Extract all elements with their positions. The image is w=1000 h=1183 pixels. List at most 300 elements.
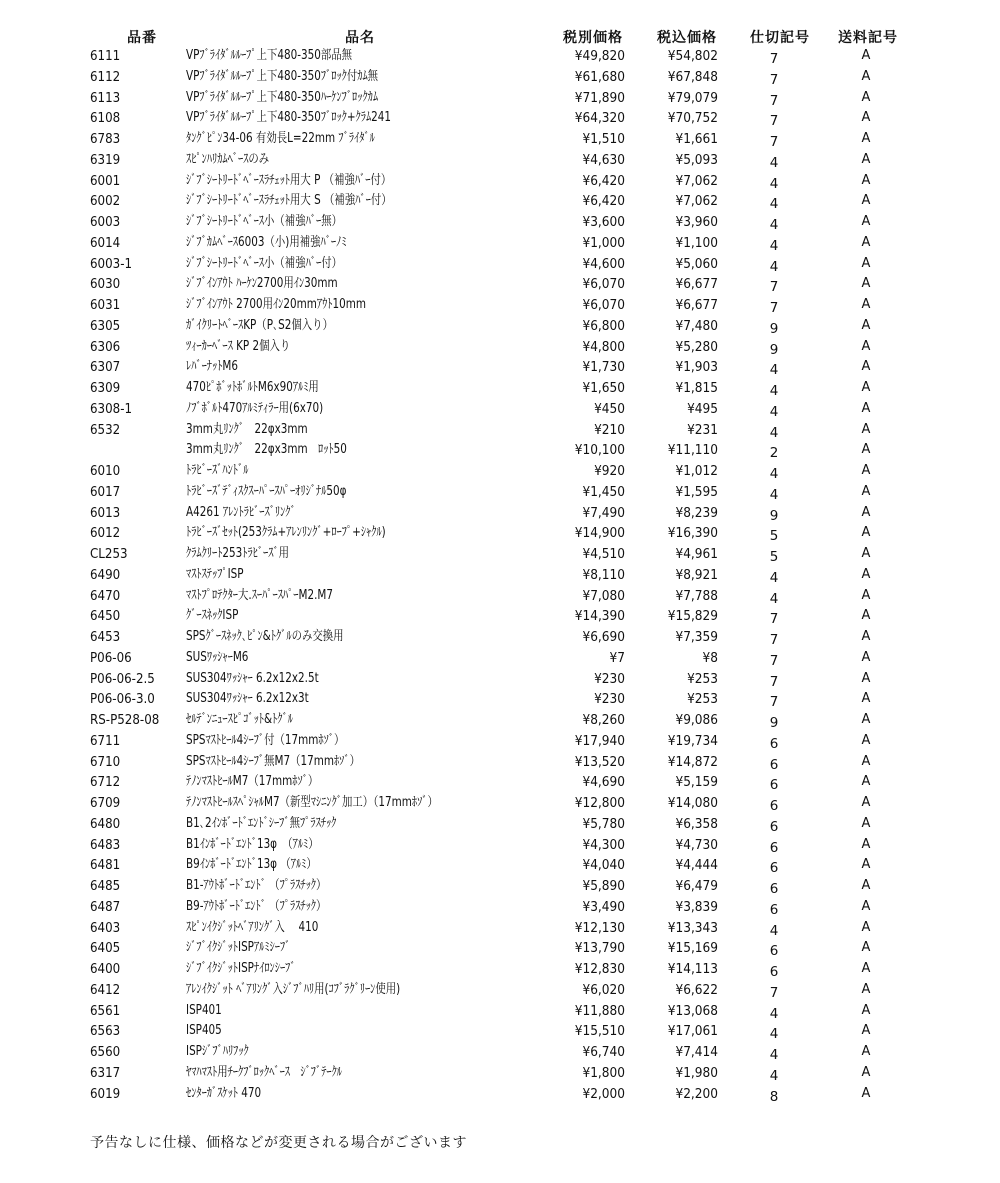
item-name: 470ﾋﾟﾎﾞｯﾄﾎﾞﾙﾄM6x90ｱﾙﾐ用 — [186, 380, 319, 395]
item-name: ｽﾋﾟﾝﾊﾘｶﾑﾍﾞｰｽのみ — [186, 151, 270, 167]
item-name: ｽﾋﾟﾝｲｸｼﾞｯﾄﾍﾞｱﾘﾝｸﾞ入 410 — [186, 919, 319, 935]
price-ex-tax: ¥13,790 — [574, 940, 625, 957]
price-ex-tax: ¥11,880 — [574, 1002, 625, 1019]
section-code: 7 — [769, 92, 779, 109]
section-code: 6 — [769, 756, 779, 773]
table-row — [0, 440, 1000, 461]
item-code: 6108 — [90, 110, 121, 127]
shipping-code: A — [861, 629, 871, 644]
shipping-code: A — [861, 172, 871, 188]
price-inc-tax: ¥79,079 — [667, 89, 718, 106]
item-name: 3mm丸ﾘﾝｸﾞ 22φx3mm ﾛｯﾄ50 — [186, 442, 347, 458]
table-row — [0, 150, 1000, 171]
shipping-code: A — [861, 857, 871, 873]
price-inc-tax: ¥19,734 — [667, 732, 718, 749]
table-row — [0, 731, 1000, 752]
table-row — [0, 88, 1000, 109]
table-row — [0, 378, 1000, 399]
price-inc-tax: ¥7,480 — [675, 317, 718, 334]
item-code: 6711 — [90, 732, 121, 749]
header-price-inc-tax: 税込価格 — [657, 30, 717, 46]
item-code: 6309 — [90, 380, 121, 396]
section-code: 4 — [769, 1047, 779, 1063]
price-inc-tax: ¥4,444 — [675, 857, 718, 874]
shipping-code: A — [861, 1023, 871, 1039]
price-ex-tax: ¥5,780 — [582, 815, 625, 832]
price-ex-tax: ¥6,420 — [582, 172, 625, 189]
table-row — [0, 420, 1000, 441]
price-inc-tax: ¥15,829 — [667, 608, 718, 625]
price-inc-tax: ¥4,730 — [675, 836, 718, 853]
price-ex-tax: ¥230 — [594, 670, 625, 687]
price-ex-tax: ¥4,510 — [582, 546, 625, 562]
price-inc-tax: ¥1,012 — [675, 463, 718, 479]
item-code: 6453 — [90, 629, 121, 645]
item-name: ISP405 — [186, 1023, 222, 1039]
item-name: ｱﾚﾝｲｸｼﾞｯﾄ ﾍﾞｱﾘﾝｸﾞ入ｼﾞﾌﾞﾊﾘ用(ｺﾌﾞﾗｸﾞﾘｰﾝ使用) — [186, 981, 401, 997]
section-code: 9 — [769, 715, 779, 731]
price-inc-tax: ¥495 — [687, 400, 718, 417]
table-row — [0, 814, 1000, 835]
price-inc-tax: ¥3,839 — [675, 898, 718, 915]
shipping-code: A — [861, 774, 871, 790]
item-code: 6487 — [90, 898, 121, 915]
shipping-code: A — [861, 670, 871, 686]
price-inc-tax: ¥7,062 — [675, 193, 718, 210]
price-inc-tax: ¥4,961 — [675, 546, 718, 562]
table-row — [0, 461, 1000, 482]
shipping-code: A — [861, 691, 871, 707]
shipping-code: A — [861, 463, 871, 478]
table-row — [0, 254, 1000, 275]
item-code: P06-06-3.0 — [90, 691, 155, 708]
shipping-code: A — [861, 712, 871, 727]
table-row — [0, 648, 1000, 669]
price-inc-tax: ¥5,093 — [675, 151, 718, 168]
price-ex-tax: ¥4,800 — [582, 338, 625, 355]
item-code: 6470 — [90, 587, 121, 604]
section-code: 4 — [769, 569, 779, 586]
shipping-code: A — [861, 961, 871, 976]
shipping-code: A — [861, 546, 871, 561]
table-row — [0, 689, 1000, 710]
section-code: 6 — [769, 777, 779, 794]
section-code: 6 — [769, 839, 779, 856]
section-code: 7 — [769, 279, 779, 296]
item-name: ISPｼﾞﾌﾞﾊﾘﾌｯｸ — [186, 1044, 249, 1059]
table-row — [0, 544, 1000, 565]
shipping-code: A — [861, 421, 871, 437]
price-ex-tax: ¥49,820 — [574, 48, 625, 64]
table-row — [0, 669, 1000, 690]
price-inc-tax: ¥9,086 — [675, 712, 718, 728]
table-row — [0, 1042, 1000, 1063]
item-name: SUSﾜｯｼｬｰM6 — [186, 649, 249, 665]
header-code: 品番 — [127, 30, 157, 46]
price-ex-tax: ¥10,100 — [574, 442, 625, 459]
shipping-code: A — [861, 131, 871, 146]
item-name: ｾﾙﾃﾞﾝﾆｭｰｽﾋﾟｺﾞｯﾄ&ﾄｸﾞﾙ — [186, 712, 293, 727]
table-row — [0, 337, 1000, 358]
section-code: 6 — [769, 860, 779, 877]
shipping-code: A — [861, 815, 871, 831]
shipping-code: A — [861, 442, 871, 458]
item-name: SUS304ﾜｯｼｬｰ 6.2x12x3t — [186, 691, 309, 707]
price-inc-tax: ¥70,752 — [667, 110, 718, 127]
item-code: 6490 — [90, 566, 121, 583]
section-code: 4 — [769, 258, 779, 275]
table-row — [0, 1021, 1000, 1042]
price-inc-tax: ¥1,980 — [675, 1064, 718, 1081]
table-row — [0, 295, 1000, 316]
table-row — [0, 274, 1000, 295]
item-name: ﾃﾉﾝﾏｽﾄﾋｰﾙｽﾍﾟｼｬﾙM7（新型ﾏｼﾆﾝｸﾞ加工）（17mmﾎｿﾞ） — [186, 795, 438, 810]
shipping-code: A — [861, 255, 871, 271]
table-row — [0, 503, 1000, 524]
section-code: 7 — [769, 652, 779, 669]
item-code: 6563 — [90, 1023, 121, 1040]
table-row — [0, 606, 1000, 627]
table-row — [0, 1001, 1000, 1022]
section-code: 4 — [769, 1005, 779, 1022]
item-code: 6560 — [90, 1044, 121, 1060]
shipping-code: A — [861, 1044, 871, 1059]
item-code: 6450 — [90, 608, 121, 625]
item-code: 6480 — [90, 815, 121, 832]
section-code: 7 — [769, 113, 779, 130]
section-code: 7 — [769, 694, 779, 711]
item-code: 6030 — [90, 276, 121, 293]
item-code: 6710 — [90, 753, 121, 770]
section-code: 6 — [769, 901, 779, 918]
price-ex-tax: ¥17,940 — [574, 732, 625, 749]
section-code: 9 — [769, 320, 779, 337]
item-name: ﾏｽﾄｽﾃｯﾌﾟISP — [186, 566, 244, 582]
shipping-code: A — [861, 400, 871, 416]
shipping-code: A — [861, 504, 871, 520]
table-row — [0, 212, 1000, 233]
item-name: ｶﾞｲｸﾘｰﾄﾍﾞｰｽKP（P､S2個入り） — [186, 317, 333, 333]
shipping-code: A — [861, 380, 871, 395]
table-row — [0, 918, 1000, 939]
price-ex-tax: ¥13,520 — [574, 753, 625, 770]
shipping-code: A — [861, 317, 871, 333]
price-inc-tax: ¥6,479 — [675, 878, 718, 894]
table-row — [0, 233, 1000, 254]
table-row — [0, 565, 1000, 586]
section-code: 4 — [769, 196, 779, 213]
item-code: 6014 — [90, 234, 121, 251]
item-code: 6307 — [90, 359, 121, 376]
item-code: 6305 — [90, 317, 121, 334]
section-code: 6 — [769, 881, 779, 897]
table-row — [0, 1063, 1000, 1084]
shipping-code: A — [861, 297, 871, 312]
section-code: 4 — [769, 922, 779, 939]
section-code: 9 — [769, 507, 779, 524]
item-name: ｼﾞﾌﾞｲﾝｱｳﾄ ﾊｰｹﾝ2700用ｲﾝ30mm — [186, 276, 338, 292]
section-code: 7 — [769, 984, 779, 1001]
item-code: 6002 — [90, 193, 121, 210]
table-row — [0, 191, 1000, 212]
table-row — [0, 586, 1000, 607]
item-code: 6010 — [90, 463, 121, 479]
section-code: 7 — [769, 134, 779, 150]
section-code: 9 — [769, 341, 779, 358]
price-inc-tax: ¥1,815 — [675, 380, 718, 396]
item-code: 6019 — [90, 1085, 121, 1102]
item-name: ﾃﾉﾝﾏｽﾄﾋｰﾙM7（17mmﾎｿﾞ） — [186, 774, 319, 790]
price-ex-tax: ¥7 — [609, 649, 625, 666]
item-code: 6709 — [90, 795, 121, 811]
item-name: ｼﾞﾌﾞｼｰﾄﾘｰﾄﾞﾍﾞｰｽ小（補強ﾊﾞｰ無） — [186, 214, 343, 229]
price-ex-tax: ¥3,490 — [582, 898, 625, 915]
price-ex-tax: ¥6,070 — [582, 297, 625, 313]
price-ex-tax: ¥7,490 — [582, 504, 625, 521]
price-ex-tax: ¥12,130 — [574, 919, 625, 936]
price-inc-tax: ¥1,100 — [675, 234, 718, 251]
section-code: 4 — [769, 383, 779, 399]
price-ex-tax: ¥12,830 — [574, 961, 625, 977]
price-ex-tax: ¥6,690 — [582, 629, 625, 645]
section-code: 7 — [769, 71, 779, 88]
item-name: SUS304ﾜｯｼｬｰ 6.2x12x2.5t — [186, 670, 319, 686]
section-code: 7 — [769, 673, 779, 690]
section-code: 5 — [769, 549, 779, 565]
item-code: 6308-1 — [90, 400, 133, 417]
item-name: ｸﾗﾑｸﾘｰﾄ253ﾄﾗﾋﾞｰｽﾞ用 — [186, 546, 290, 561]
price-inc-tax: ¥14,872 — [667, 753, 718, 770]
shipping-code: A — [861, 48, 871, 63]
shipping-code: A — [861, 898, 871, 914]
price-ex-tax: ¥1,000 — [582, 234, 625, 251]
item-name: ISP401 — [186, 1002, 222, 1018]
price-inc-tax: ¥1,595 — [675, 483, 718, 500]
price-ex-tax: ¥14,900 — [574, 525, 625, 542]
item-name: B1ｲﾝﾎﾞｰﾄﾞｴﾝﾄﾞ13φ （ｱﾙﾐ） — [186, 836, 319, 852]
item-name: ﾏｽﾄﾌﾟﾛﾃｸﾀｰ大.ｽｰﾊﾟｰｽﾊﾟｰM2.M7 — [186, 587, 333, 603]
section-code: 7 — [769, 300, 779, 316]
item-name: B9ｲﾝﾎﾞｰﾄﾞｴﾝﾄﾞ13φ （ｱﾙﾐ） — [186, 857, 317, 873]
item-code: 6017 — [90, 483, 121, 500]
item-name: B1､2ｲﾝﾎﾞｰﾄﾞｴﾝﾄﾞｼｰﾌﾞ無ﾌﾟﾗｽﾁｯｸ — [186, 815, 337, 831]
section-code: 4 — [769, 217, 779, 233]
shipping-code: A — [861, 276, 871, 292]
table-row — [0, 316, 1000, 337]
section-code: 7 — [769, 632, 779, 648]
price-ex-tax: ¥15,510 — [574, 1023, 625, 1040]
table-row — [0, 108, 1000, 129]
item-code: 6485 — [90, 878, 121, 894]
table-row — [0, 1084, 1000, 1105]
price-inc-tax: ¥54,802 — [667, 48, 718, 64]
item-code: 6783 — [90, 131, 121, 147]
table-row — [0, 959, 1000, 980]
price-ex-tax: ¥6,070 — [582, 276, 625, 293]
item-code: 6405 — [90, 940, 121, 957]
shipping-code: A — [861, 89, 871, 105]
price-inc-tax: ¥11,110 — [667, 442, 718, 459]
table-row — [0, 523, 1000, 544]
price-inc-tax: ¥1,661 — [675, 131, 718, 147]
item-name: ﾚﾊﾞｰﾅｯﾄM6 — [186, 359, 238, 375]
table-row — [0, 835, 1000, 856]
section-code: 4 — [769, 362, 779, 379]
item-code: 6001 — [90, 172, 121, 189]
price-ex-tax: ¥1,510 — [582, 131, 625, 147]
section-code: 6 — [769, 798, 779, 814]
price-ex-tax: ¥6,740 — [582, 1044, 625, 1060]
table-row — [0, 627, 1000, 648]
item-code: 6532 — [90, 421, 121, 438]
table-row — [0, 67, 1000, 88]
table-row — [0, 752, 1000, 773]
shipping-code: A — [861, 1002, 871, 1018]
section-code: 4 — [769, 154, 779, 171]
section-code: 6 — [769, 964, 779, 980]
price-inc-tax: ¥13,343 — [667, 919, 718, 936]
item-code: CL253 — [90, 546, 128, 562]
price-ex-tax: ¥3,600 — [582, 214, 625, 230]
table-row — [0, 897, 1000, 918]
shipping-code: A — [861, 649, 871, 665]
shipping-code: A — [861, 214, 871, 229]
price-ex-tax: ¥4,690 — [582, 774, 625, 791]
section-code: 7 — [769, 611, 779, 628]
item-code: 6003-1 — [90, 255, 133, 272]
price-inc-tax: ¥7,414 — [675, 1044, 718, 1060]
price-ex-tax: ¥1,450 — [582, 483, 625, 500]
price-inc-tax: ¥16,390 — [667, 525, 718, 542]
item-name: ﾄﾗﾋﾞｰｽﾞﾊﾝﾄﾞﾙ — [186, 463, 249, 478]
price-ex-tax: ¥920 — [594, 463, 625, 479]
price-ex-tax: ¥6,800 — [582, 317, 625, 334]
section-code: 4 — [769, 175, 779, 192]
price-ex-tax: ¥1,650 — [582, 380, 625, 396]
item-code: 6412 — [90, 981, 121, 998]
price-inc-tax: ¥8 — [702, 649, 718, 666]
item-code: 6483 — [90, 836, 121, 853]
shipping-code: A — [861, 753, 871, 769]
header-price-ex-tax: 税別価格 — [563, 30, 623, 46]
price-ex-tax: ¥12,800 — [574, 795, 625, 811]
table-row — [0, 171, 1000, 192]
price-inc-tax: ¥7,062 — [675, 172, 718, 189]
shipping-code: A — [861, 795, 871, 810]
price-inc-tax: ¥253 — [687, 670, 718, 687]
item-name: VPﾌﾞﾗｲﾀﾞﾙﾙｰﾌﾟ上下480-350部品無 — [186, 48, 353, 63]
section-code: 4 — [769, 466, 779, 482]
table-row — [0, 855, 1000, 876]
section-code: 4 — [769, 1026, 779, 1043]
section-code: 6 — [769, 943, 779, 960]
item-name: VPﾌﾞﾗｲﾀﾞﾙﾙｰﾌﾟ上下480-350ﾊｰｹﾝﾌﾞﾛｯｸｶﾑ — [186, 89, 379, 105]
price-ex-tax: ¥8,110 — [582, 566, 625, 583]
section-code: 4 — [769, 590, 779, 607]
item-name: ｼﾞﾌﾞｼｰﾄﾘｰﾄﾞﾍﾞｰｽﾗﾁｪｯﾄ用大 P （補強ﾊﾞｰ付） — [186, 172, 392, 188]
shipping-code: A — [861, 878, 871, 893]
item-name: ｼﾞﾌﾞｲｸｼﾞｯﾄISPｱﾙﾐｼｰﾌﾞ — [186, 940, 291, 956]
price-inc-tax: ¥7,788 — [675, 587, 718, 604]
price-inc-tax: ¥17,061 — [667, 1023, 718, 1040]
section-code: 4 — [769, 424, 779, 441]
price-inc-tax: ¥6,677 — [675, 297, 718, 313]
shipping-code: A — [861, 587, 871, 603]
item-name: ﾔﾏﾊﾏｽﾄ用ﾁｰｸﾌﾞﾛｯｸﾍﾞｰｽ ｼﾞﾌﾞﾃｰｸﾙ — [186, 1064, 343, 1080]
price-ex-tax: ¥8,260 — [582, 712, 625, 728]
item-name: ｼﾞﾌﾞｲｸｼﾞｯﾄISPﾅｲﾛﾝｼｰﾌﾞ — [186, 961, 296, 976]
shipping-code: A — [861, 193, 871, 209]
shipping-code: A — [861, 483, 871, 499]
section-code: 7 — [769, 51, 779, 67]
price-inc-tax: ¥67,848 — [667, 68, 718, 85]
table-row — [0, 357, 1000, 378]
shipping-code: A — [861, 1064, 871, 1080]
shipping-code: A — [861, 359, 871, 375]
item-name: ｼﾞﾌﾞｼｰﾄﾘｰﾄﾞﾍﾞｰｽ小（補強ﾊﾞｰ付） — [186, 255, 343, 271]
item-name: SPSﾏｽﾄﾋｰﾙ4ｼｰﾌﾞ付（17mmﾎｿﾞ） — [186, 732, 345, 748]
table-row — [0, 129, 1000, 150]
price-ex-tax: ¥1,800 — [582, 1064, 625, 1081]
item-code: P06-06-2.5 — [90, 670, 155, 687]
price-inc-tax: ¥8,921 — [675, 566, 718, 583]
price-inc-tax: ¥1,903 — [675, 359, 718, 376]
price-ex-tax: ¥7,080 — [582, 587, 625, 604]
price-ex-tax: ¥4,300 — [582, 836, 625, 853]
header-section-code: 仕切記号 — [750, 30, 810, 46]
item-code: 6561 — [90, 1002, 121, 1019]
header-shipping-code: 送料記号 — [838, 30, 898, 46]
price-ex-tax: ¥71,890 — [574, 89, 625, 106]
table-row — [0, 980, 1000, 1001]
item-code: 6400 — [90, 961, 121, 977]
section-code: 6 — [769, 818, 779, 835]
shipping-code: A — [861, 940, 871, 956]
price-inc-tax: ¥6,358 — [675, 815, 718, 832]
price-inc-tax: ¥6,622 — [675, 981, 718, 998]
item-code: 6306 — [90, 338, 121, 355]
table-row — [0, 710, 1000, 731]
item-name: ｼﾞﾌﾞｲﾝｱｳﾄ 2700用ｲﾝ20mmｱｳﾄ10mm — [186, 297, 366, 312]
item-name: ﾄﾗﾋﾞｰｽﾞｾｯﾄ(253ｸﾗﾑ+ｱﾚﾝﾘﾝｸﾞ+ﾛｰﾌﾟ+ｼｬｸﾙ) — [186, 525, 386, 541]
price-inc-tax: ¥5,060 — [675, 255, 718, 272]
table-row — [0, 793, 1000, 814]
table-header — [0, 27, 1000, 47]
shipping-code: A — [861, 981, 871, 997]
item-name: SPSｸﾞｰｽﾈｯｸ､ﾋﾟﾝ&ﾄｸﾞﾙのみ交換用 — [186, 629, 344, 644]
section-code: 4 — [769, 237, 779, 254]
price-inc-tax: ¥7,359 — [675, 629, 718, 645]
table-body — [0, 46, 1000, 1104]
table-row — [0, 46, 1000, 67]
price-inc-tax: ¥8,239 — [675, 504, 718, 521]
price-ex-tax: ¥64,320 — [574, 110, 625, 127]
item-name: ﾄﾗﾋﾞｰｽﾞﾃﾞｨｽｸｽｰﾊﾟｰｽﾊﾟｰｵﾘｼﾞﾅﾙ50φ — [186, 483, 347, 499]
item-name: B1-ｱｳﾄﾎﾞｰﾄﾞｴﾝﾄﾞ （ﾌﾟﾗｽﾁｯｸ） — [186, 878, 327, 893]
section-code: 8 — [769, 1088, 779, 1105]
item-code: 6031 — [90, 297, 121, 313]
shipping-code: A — [861, 110, 871, 126]
section-code: 4 — [769, 1067, 779, 1084]
item-name: A4261 ｱﾚﾝﾄﾗﾋﾞｰｽﾞﾘﾝｸﾞ — [186, 504, 296, 520]
shipping-code: A — [861, 151, 871, 167]
price-ex-tax: ¥1,730 — [582, 359, 625, 376]
shipping-code: A — [861, 234, 871, 250]
shipping-code: A — [861, 68, 871, 84]
item-code: RS-P528-08 — [90, 712, 160, 728]
shipping-code: A — [861, 732, 871, 748]
header-name: 品名 — [345, 30, 375, 46]
